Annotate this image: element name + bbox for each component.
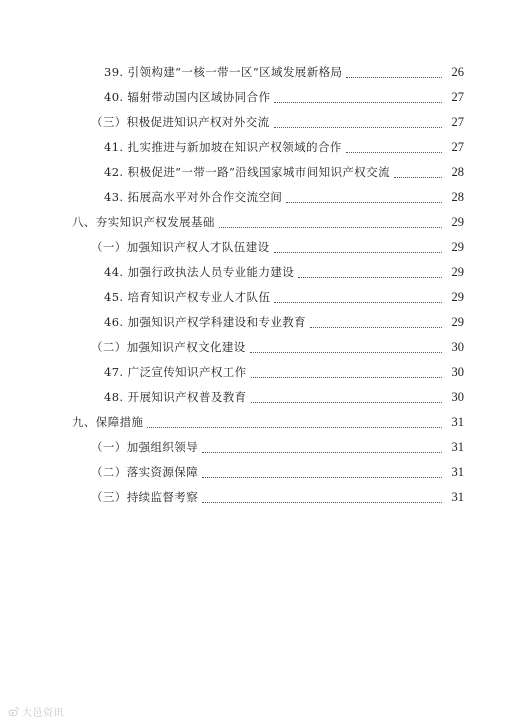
toc-entry[interactable] [104, 87, 464, 107]
dot-leader [394, 177, 442, 178]
toc-entry-title: （一）加强组织领导 [91, 440, 199, 454]
weibo-logo-icon [8, 706, 19, 717]
toc-page-number: 29 [451, 240, 464, 254]
dot-leader [251, 402, 442, 403]
toc-entry-title: 46. 加强知识产权学科建设和专业教育 [104, 315, 307, 329]
toc-entry[interactable] [104, 387, 464, 407]
dot-leader [219, 227, 442, 228]
toc-entry[interactable] [104, 162, 464, 182]
toc-entry-title: 40. 辐射带动国内区域协同合作 [104, 90, 271, 104]
toc-page-number: 31 [451, 490, 464, 504]
toc-entry-title: （一）加强知识产权人才队伍建设 [91, 240, 270, 254]
toc-page-number: 27 [451, 140, 464, 154]
toc-entry[interactable] [91, 237, 464, 257]
dot-leader [298, 277, 442, 278]
dot-leader [274, 102, 442, 103]
dot-leader [202, 502, 442, 503]
watermark [8, 704, 64, 719]
toc-page-number: 30 [451, 340, 464, 354]
dot-leader [274, 252, 443, 253]
toc-page-number: 31 [451, 440, 464, 454]
toc-entry[interactable] [104, 262, 464, 282]
toc-entry[interactable] [104, 137, 464, 157]
toc-entry[interactable] [72, 412, 464, 432]
dot-leader [251, 377, 442, 378]
toc-entry[interactable] [72, 212, 464, 232]
dot-leader [346, 77, 442, 78]
toc-entry-title: 42. 积极促进“一带一路”沿线国家城市间知识产权交流 [104, 165, 390, 179]
toc-entry-title: 44. 加强行政执法人员专业能力建设 [104, 265, 295, 279]
toc-entry-title: 47. 广泛宣传知识产权工作 [104, 365, 247, 379]
toc-entry-title: （三）持续监督考察 [91, 490, 199, 504]
toc-entry[interactable] [104, 312, 464, 332]
toc-page-number: 29 [451, 315, 464, 329]
toc-entry[interactable] [91, 337, 464, 357]
toc-entry-title: 48. 开展知识产权普及教育 [104, 390, 247, 404]
dot-leader [346, 152, 442, 153]
toc-page-number: 30 [451, 390, 464, 404]
toc-entry-title: 39. 引领构建“一核一带一区”区域发展新格局 [104, 65, 343, 79]
dot-leader [147, 427, 442, 428]
toc-entry-title: （二）加强知识产权文化建设 [91, 340, 246, 354]
dot-leader [310, 327, 442, 328]
toc-entry-title: 43. 拓展高水平对外合作交流空间 [104, 190, 283, 204]
toc-entry[interactable] [104, 187, 464, 207]
dot-leader [202, 477, 442, 478]
toc-page-number: 29 [451, 265, 464, 279]
toc-page-number: 28 [451, 165, 464, 179]
watermark-text: 大邑资讯 [22, 708, 64, 719]
toc-entry[interactable] [91, 112, 464, 132]
toc-page-number: 27 [451, 115, 464, 129]
toc-page-number: 31 [451, 465, 464, 479]
dot-leader [250, 352, 442, 353]
toc-page-number: 31 [451, 415, 464, 429]
toc-entry-title: 八、夯实知识产权发展基础 [72, 215, 215, 229]
dot-leader [274, 127, 443, 128]
toc-entry[interactable] [91, 462, 464, 482]
toc-page-number: 29 [451, 290, 464, 304]
toc-page-number: 28 [451, 190, 464, 204]
toc-entry[interactable] [91, 437, 464, 457]
toc-entry[interactable] [104, 362, 464, 382]
toc-entry[interactable] [91, 487, 464, 507]
toc-entry-title: （二）落实资源保障 [91, 465, 199, 479]
toc-entry[interactable] [104, 287, 464, 307]
dot-leader [202, 452, 442, 453]
toc-page-number: 27 [451, 90, 464, 104]
toc-entry-title: 41. 扎实推进与新加坡在知识产权领域的合作 [104, 140, 342, 154]
toc-entry-title: （三）积极促进知识产权对外交流 [91, 115, 270, 129]
toc-page-number: 30 [451, 365, 464, 379]
dot-leader [274, 302, 442, 303]
dot-leader [286, 202, 442, 203]
toc-page-number: 29 [451, 215, 464, 229]
toc-page-number: 26 [451, 65, 464, 79]
toc-entry-title: 九、保障措施 [72, 415, 144, 429]
toc-entry[interactable] [104, 62, 464, 82]
toc-entry-title: 45. 培育知识产权专业人才队伍 [104, 290, 271, 304]
